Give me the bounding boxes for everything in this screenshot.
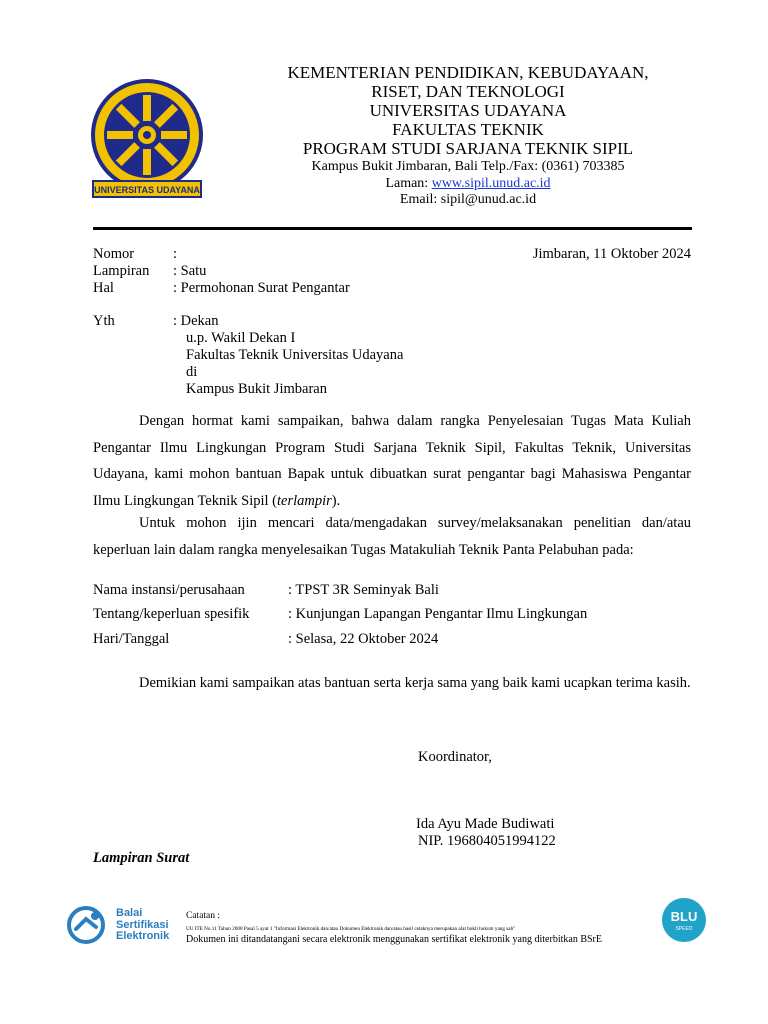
bsre-line-2: Sertifikasi <box>116 918 169 931</box>
nomor-value: : <box>173 246 178 262</box>
university-logo <box>88 78 206 202</box>
header-address: Kampus Bukit Jimbaran, Bali Telp./Fax: (0361) 703385 <box>311 159 625 174</box>
blu-sub: SPEED <box>675 926 693 932</box>
header-title-2: RISET, DAN TEKNOLOGI <box>371 82 565 101</box>
footer-legal: UU ITE No.11 Tahun 2008 Pasal 5 ayat 1 "Informasi Elektronik dan/atau Dokumen Elektronik dan/atau hasil cetaknya merupakan alat bukti hukum yang sah" <box>186 926 516 932</box>
recipient-line-2: u.p. Wakil Dekan I <box>186 330 296 346</box>
bsre-logo <box>66 905 186 945</box>
footer-catatan: Catatan : <box>186 911 221 921</box>
header-web <box>200 176 736 193</box>
body-paragraph-3: Demikian kami sampaikan atas bantuan serta kerja sama yang baik kami ucapkan terima kasih. <box>139 675 691 691</box>
body-paragraph-2: Untuk mohon ijin mencari data/mengadakan survey/melaksanakan penelitian dan/atau keperluan lain dalam rangka menyelesaikan Tugas Matakuliah Teknik Panta Pelabuhan pada: <box>93 515 691 558</box>
detail-value-instansi: : TPST 3R Seminyak Bali <box>288 582 439 598</box>
lampiran-label: Lampiran <box>93 263 150 279</box>
recipient-line-5: Kampus Bukit Jimbaran <box>186 381 327 397</box>
body-paragraph-1 <box>93 408 691 514</box>
recipient-line-1: : Dekan <box>173 313 219 329</box>
hal-label: Hal <box>93 280 114 296</box>
blu-text: BLU <box>670 909 698 924</box>
header-title-3: UNIVERSITAS UDAYANA <box>369 101 567 120</box>
detail-label-instansi: Nama instansi/perusahaan <box>93 582 245 598</box>
detail-value-tanggal: : Selasa, 22 Oktober 2024 <box>288 631 439 647</box>
signature-nip: NIP. 196804051994122 <box>418 833 556 849</box>
detail-label-tanggal: Hari/Tanggal <box>93 631 170 647</box>
detail-label-keperluan: Tentang/keperluan spesifik <box>93 606 250 622</box>
bsre-line-1: Balai <box>116 907 143 919</box>
letter-date: Jimbaran, 11 Oktober 2024 <box>532 246 691 262</box>
blu-logo <box>661 897 707 943</box>
body-paragraph-1-italic: terlampir <box>276 492 332 509</box>
bsre-text <box>116 908 169 943</box>
header-web-label: Laman: <box>385 176 429 191</box>
signature-name: Ida Ayu Made Budiwati <box>416 816 555 832</box>
header-divider <box>93 227 692 230</box>
header-title-1: KEMENTERIAN PENDIDIKAN, KEBUDAYAAN, <box>287 63 649 82</box>
signature-role: Koordinator, <box>418 749 492 765</box>
recipient-line-3: Fakultas Teknik Universitas Udayana <box>186 347 404 363</box>
header-email: Email: sipil@unud.ac.id <box>399 192 537 207</box>
body-paragraph-1-end: ). <box>331 492 341 509</box>
header-title-4: FAKULTAS TEKNIK <box>392 120 544 139</box>
recipient-line-4: di <box>186 364 198 380</box>
attachment-label: Lampiran Surat <box>93 850 190 866</box>
body-paragraph-1-main: Dengan hormat kami sampaikan, bahwa dalam rangka Penyelesaian Tugas Mata Kuliah Pengantar Ilmu Lingkungan Program Studi Sarjana Teknik Sipil, Fakultas Teknik, Universitas Udayana, kami mohon bantuan Bapak untuk dibuatkan surat pengantar bagi Mahasiswa Pengantar Ilmu Lingkungan Teknik Sipil ( <box>93 413 691 509</box>
recipient-label: Yth <box>93 313 115 329</box>
header-title-5: PROGRAM STUDI SARJANA TEKNIK SIPIL <box>302 139 634 158</box>
nomor-label: Nomor <box>93 246 135 262</box>
lampiran-value: : Satu <box>173 263 207 279</box>
hal-value: : Permohonan Surat Pengantar <box>173 280 350 296</box>
bsre-line-3: Elektronik <box>116 930 170 942</box>
header-web-link[interactable]: www.sipil.unud.ac.id <box>431 176 551 191</box>
footer-statement: Dokumen ini ditandatangani secara elektronik menggunakan sertifikat elektronik yang diterbitkan BSrE <box>186 934 602 945</box>
bsre-badge-icon <box>66 905 106 945</box>
logo-text: UNIVERSITAS UDAYANA <box>94 185 200 195</box>
detail-value-keperluan: : Kunjungan Lapangan Pengantar Ilmu Lingkungan <box>288 606 588 622</box>
